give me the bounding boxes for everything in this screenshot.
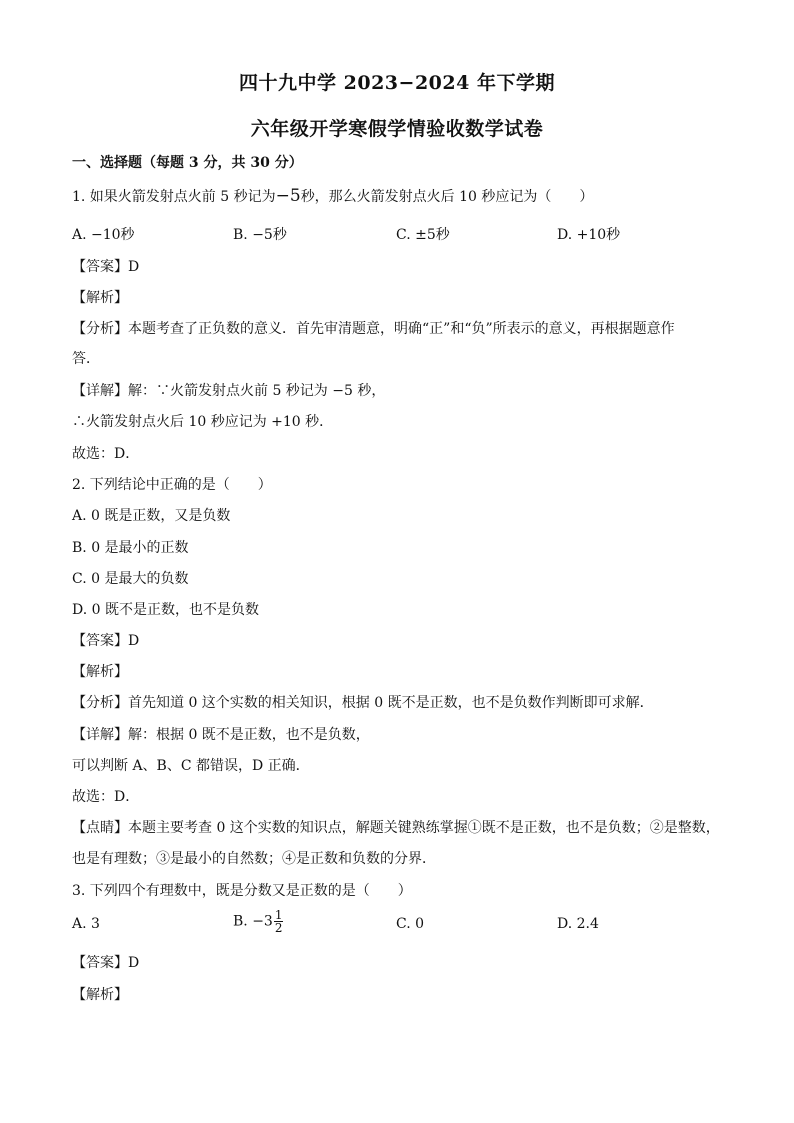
question-2-option-b: B. 0 是最小的正数 bbox=[72, 540, 189, 556]
question-1-stem-value: −5 bbox=[275, 186, 301, 206]
fraction-denominator: 2 bbox=[274, 921, 283, 935]
question-1-option-a: A. −10秒 bbox=[72, 227, 135, 243]
question-3-option-c: C. 0 bbox=[396, 916, 425, 932]
exam-title-line-1: 四十九中学 2023−2024 年下学期 bbox=[239, 72, 555, 94]
question-2-analysis-label: 【解析】 bbox=[72, 664, 128, 680]
question-1-answer: 【答案】D bbox=[72, 259, 140, 275]
fraction-numerator: 1 bbox=[274, 908, 283, 922]
question-2-comment-line-1: 【点睛】本题主要考查 0 这个实数的知识点，解题关键熟练掌握①既不是正数，也不是负数；②是整数， bbox=[72, 820, 720, 836]
question-3-option-b-label: B. bbox=[233, 913, 248, 930]
question-1-analysis-line-2: 答． bbox=[72, 351, 100, 367]
question-1-detail-line-2: ∴火箭发射点火后 10 秒应记为 +10 秒． bbox=[72, 414, 334, 430]
question-2-choose: 故选：D． bbox=[72, 789, 140, 805]
question-1-analysis-label: 【解析】 bbox=[72, 290, 128, 306]
question-2-answer: 【答案】D bbox=[72, 633, 140, 649]
question-1-option-b: B. −5秒 bbox=[233, 227, 287, 243]
question-1-stem-part-b: 秒，那么火箭发射点火后 10 秒应记为（ ） bbox=[300, 189, 594, 205]
question-1-analysis-line-1: 【分析】本题考查了正负数的意义．首先审清题意，明确“正”和“负”所表示的意义，再根据题意作 bbox=[72, 321, 675, 337]
question-1-stem-part-a: 1. 如果火箭发射点火前 5 秒记为 bbox=[72, 189, 276, 205]
question-3-stem: 3. 下列四个有理数中，既是分数又是正数的是（ ） bbox=[72, 883, 412, 899]
question-2-detail-line-2: 可以判断 A、B、C 都错误，D 正确． bbox=[72, 758, 310, 774]
question-1-choose: 故选：D． bbox=[72, 446, 140, 462]
exam-title-line-2: 六年级开学寒假学情验收数学试卷 bbox=[250, 118, 544, 140]
question-3-option-b bbox=[233, 909, 283, 934]
question-2-option-a: A. 0 既是正数，又是负数 bbox=[72, 508, 231, 524]
question-1-detail-line-1: 【详解】解：∵火箭发射点火前 5 秒记为 −5 秒， bbox=[72, 383, 386, 399]
question-3-option-b-fraction bbox=[274, 909, 284, 934]
question-3-answer: 【答案】D bbox=[72, 955, 140, 971]
question-2-option-d: D. 0 既不是正数，也不是负数 bbox=[72, 602, 259, 618]
question-2-stem: 2. 下列结论中正确的是（ ） bbox=[72, 477, 272, 493]
section-heading: 一、选择题（每题 3 分，共 30 分） bbox=[72, 155, 303, 171]
question-1-option-d: D. +10秒 bbox=[557, 227, 621, 243]
question-3-option-a: A. 3 bbox=[72, 916, 100, 932]
question-3-option-b-whole: −3 bbox=[252, 913, 273, 930]
question-1-stem bbox=[72, 186, 593, 206]
question-2-detail-line-1: 【详解】解：根据 0 既不是正数，也不是负数， bbox=[72, 727, 370, 743]
question-1-option-c: C. ±5秒 bbox=[396, 227, 450, 243]
question-2-analysis: 【分析】首先知道 0 这个实数的相关知识，根据 0 既不是正数，也不是负数作判断即可求解． bbox=[72, 695, 654, 711]
question-2-option-c: C. 0 是最大的负数 bbox=[72, 571, 189, 587]
question-3-option-d: D. 2.4 bbox=[557, 916, 599, 932]
question-2-comment-line-2: 也是有理数；③是最小的自然数；④是正数和负数的分界． bbox=[72, 851, 436, 867]
question-3-analysis-label: 【解析】 bbox=[72, 987, 128, 1003]
